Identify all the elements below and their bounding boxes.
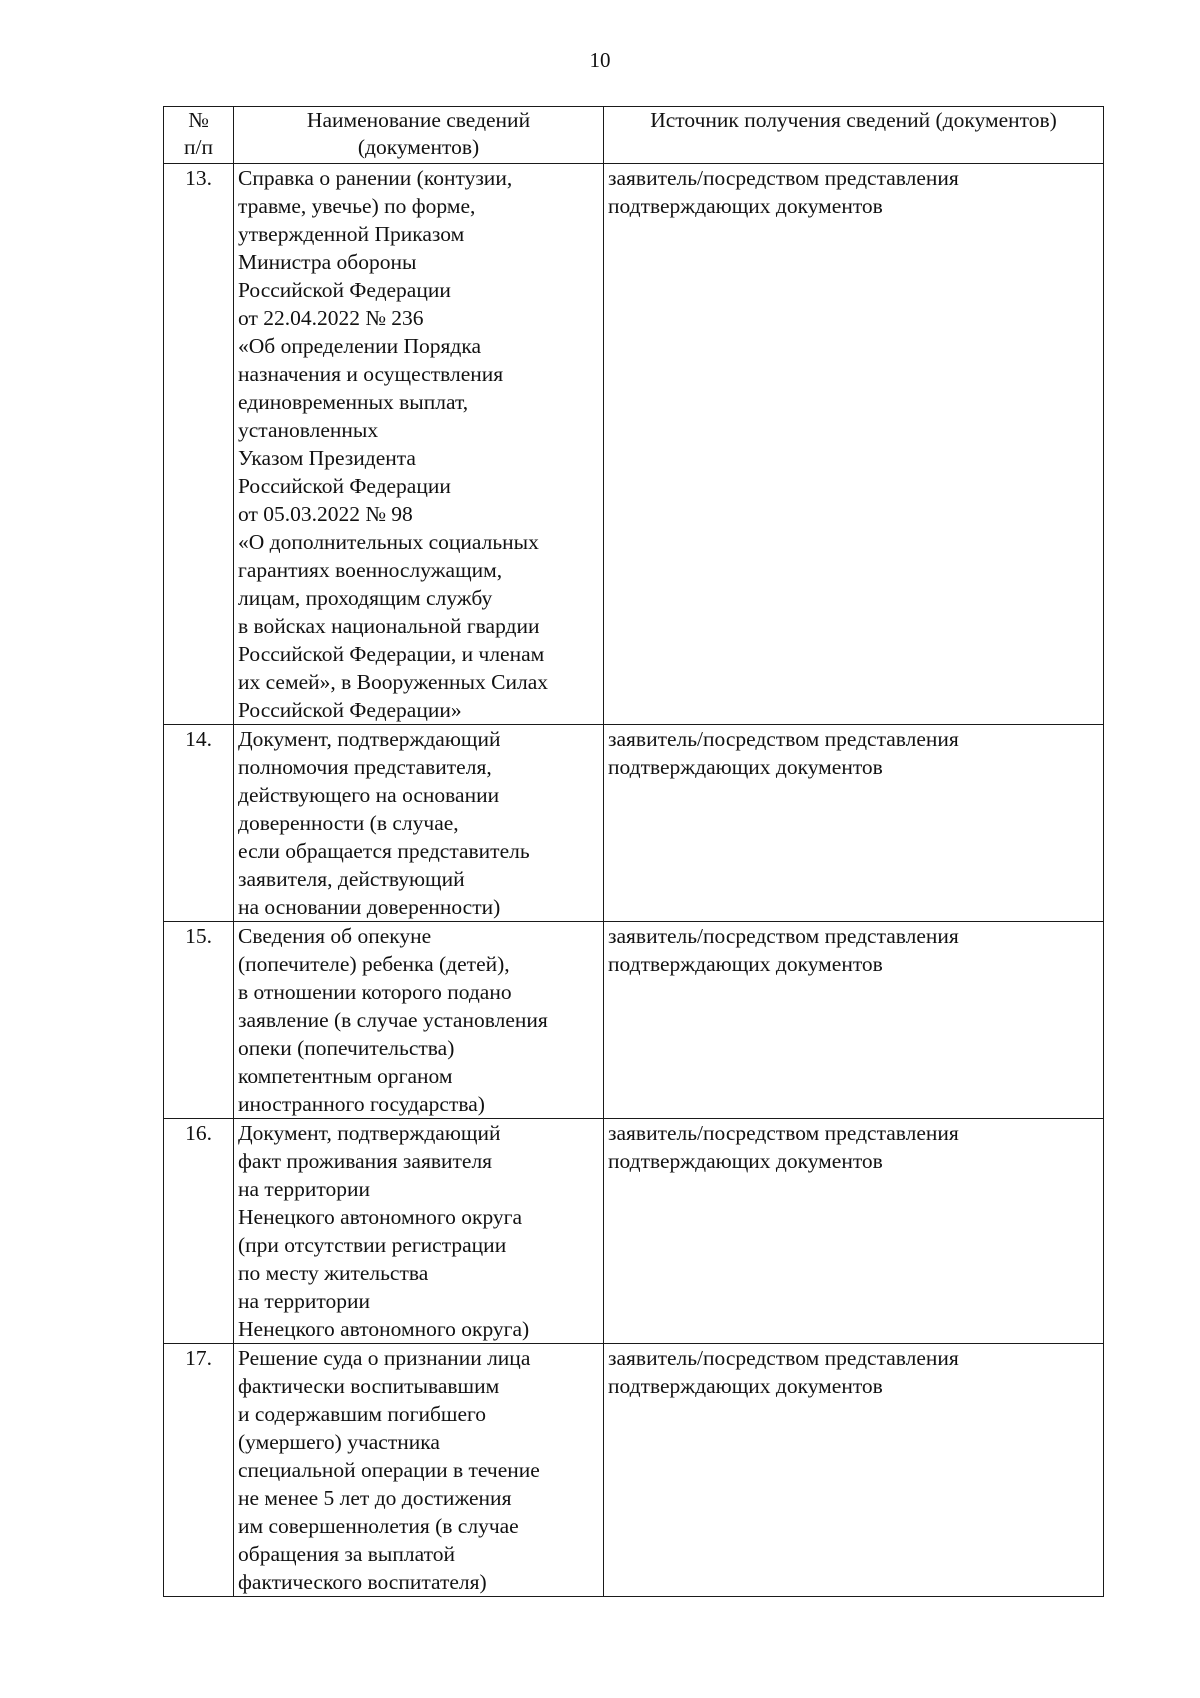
document-name-line: заявителя, действующий — [238, 867, 465, 891]
document-name-line: единовременных выплат, — [238, 390, 469, 414]
document-name-line: «О дополнительных социальных — [238, 530, 539, 554]
document-name-line: фактического воспитателя) — [238, 1570, 487, 1594]
document-name-line: не менее 5 лет до достижения — [238, 1486, 512, 1510]
document-name-line: лицам, проходящим службу — [238, 586, 493, 610]
row-source — [604, 1344, 1104, 1597]
row-document-name — [234, 725, 604, 922]
row-number: 17. — [164, 1344, 234, 1597]
document-name-line: Решение суда о признании лица — [238, 1346, 531, 1370]
document-name-line: от 22.04.2022 № 236 — [238, 306, 424, 330]
document-name-line: компетентным органом — [238, 1064, 453, 1088]
document-name-line: Сведения об опекуне — [238, 924, 432, 948]
row-document-name — [234, 1119, 604, 1344]
document-name-line: Документ, подтверждающий — [238, 1121, 501, 1145]
document-name-line: Справка о ранении (контузии, — [238, 166, 513, 190]
document-name-line: в войсках национальной гвардии — [238, 614, 540, 638]
row-source — [604, 725, 1104, 922]
source-line: заявитель/посредством представления — [608, 1121, 959, 1145]
page-number: 10 — [589, 48, 611, 72]
document-name-line: (умершего) участника — [238, 1430, 440, 1454]
document-name-line: назначения и осуществления — [238, 362, 504, 386]
document-name-line: гарантиях военнослужащим, — [238, 558, 503, 582]
row-document-name — [234, 922, 604, 1119]
table-row — [164, 1344, 1104, 1597]
source-line: подтверждающих документов — [608, 755, 883, 779]
header-name-line2: (документов) — [357, 135, 480, 159]
source-line: заявитель/посредством представления — [608, 924, 959, 948]
document-name-line: Российской Федерации» — [238, 698, 462, 722]
document-name-line: и содержавшим погибшего — [238, 1402, 487, 1426]
source-line: подтверждающих документов — [608, 952, 883, 976]
header-source — [604, 107, 1104, 164]
row-source — [604, 164, 1104, 725]
row-number: 14. — [164, 725, 234, 922]
header-name — [234, 107, 604, 164]
source-line: заявитель/посредством представления — [608, 727, 959, 751]
document-name-line: по месту жительства — [238, 1261, 429, 1285]
document-name-line: Министра обороны — [238, 250, 417, 274]
source-line: заявитель/посредством представления — [608, 1346, 959, 1370]
source-line: подтверждающих документов — [608, 1374, 883, 1398]
document-name-line: на основании доверенности) — [238, 895, 501, 919]
document-name-line: фактически воспитывавшим — [238, 1374, 500, 1398]
document-name-line: Документ, подтверждающий — [238, 727, 501, 751]
document-name-line: иностранного государства) — [238, 1092, 485, 1116]
table-row — [164, 922, 1104, 1119]
table-header-row — [164, 107, 1104, 164]
document-name-line: Ненецкого автономного округа) — [238, 1317, 530, 1341]
document-name-line: специальной операции в течение — [238, 1458, 540, 1482]
document-name-line: доверенности (в случае, — [238, 811, 459, 835]
header-number-line1: № — [188, 108, 209, 132]
document-name-line: опеки (попечительства) — [238, 1036, 455, 1060]
document-name-line: Российской Федерации — [238, 474, 451, 498]
row-source — [604, 922, 1104, 1119]
document-name-line: заявление (в случае установления — [238, 1008, 548, 1032]
document-name-line: факт проживания заявителя — [238, 1149, 493, 1173]
document-name-line: им совершеннолетия (в случае — [238, 1514, 519, 1538]
document-name-line: на территории — [238, 1289, 370, 1313]
document-name-line: действующего на основании — [238, 783, 500, 807]
header-number-line2: п/п — [184, 135, 213, 159]
document-name-line: если обращается представитель — [238, 839, 530, 863]
document-name-line: Указом Президента — [238, 446, 416, 470]
document-name-line: (при отсутствии регистрации — [238, 1233, 507, 1257]
source-line: заявитель/посредством представления — [608, 166, 959, 190]
header-name-line1: Наименование сведений — [306, 108, 531, 132]
table-body — [164, 164, 1104, 1597]
header-number — [164, 107, 234, 164]
document-name-line: Ненецкого автономного округа — [238, 1205, 523, 1229]
row-document-name — [234, 1344, 604, 1597]
document-name-line: их семей», в Вооруженных Силах — [238, 670, 548, 694]
row-number: 16. — [164, 1119, 234, 1344]
table-row — [164, 725, 1104, 922]
source-line: подтверждающих документов — [608, 194, 883, 218]
document-name-line: (попечителе) ребенка (детей), — [238, 952, 510, 976]
document-name-line: «Об определении Порядка — [238, 334, 482, 358]
document-name-line: от 05.03.2022 № 98 — [238, 502, 413, 526]
document-name-line: обращения за выплатой — [238, 1542, 455, 1566]
document-name-line: установленных — [238, 418, 379, 442]
row-source — [604, 1119, 1104, 1344]
table-row — [164, 164, 1104, 725]
source-line: подтверждающих документов — [608, 1149, 883, 1173]
header-source-text: Источник получения сведений (документов) — [650, 108, 1057, 132]
document-name-line: Российской Федерации — [238, 278, 451, 302]
row-number: 13. — [164, 164, 234, 725]
row-document-name — [234, 164, 604, 725]
document-name-line: полномочия представителя, — [238, 755, 492, 779]
table-row — [164, 1119, 1104, 1344]
document-name-line: травме, увечье) по форме, — [238, 194, 476, 218]
documents-table — [163, 106, 1104, 1597]
row-number: 15. — [164, 922, 234, 1119]
document-name-line: утвержденной Приказом — [238, 222, 465, 246]
document-name-line: на территории — [238, 1177, 370, 1201]
document-name-line: Российской Федерации, и членам — [238, 642, 545, 666]
document-name-line: в отношении которого подано — [238, 980, 512, 1004]
